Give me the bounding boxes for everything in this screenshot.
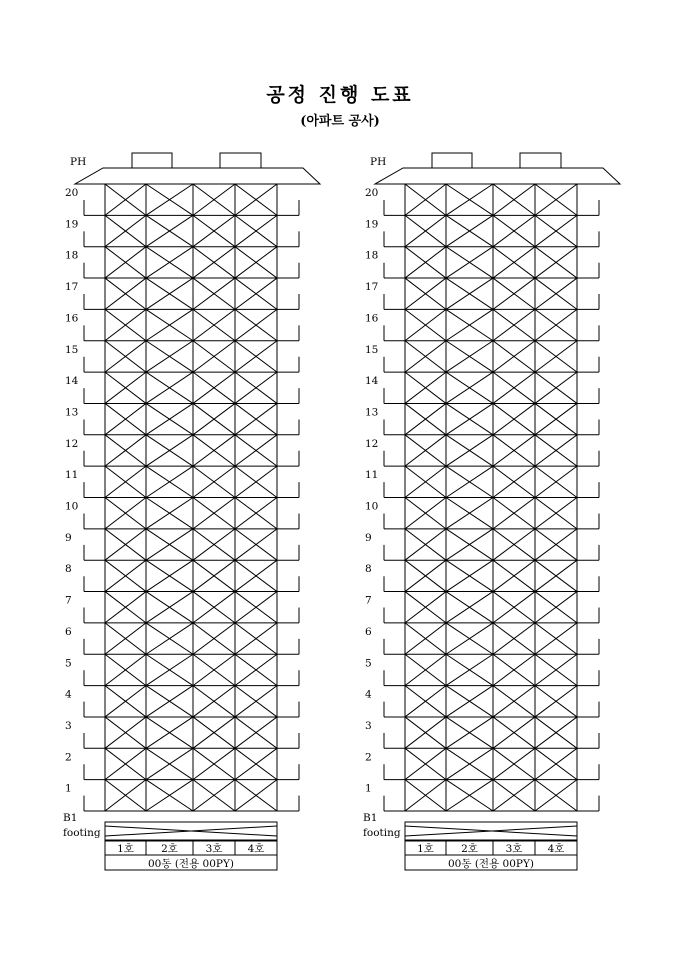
unit-label: 3호: [205, 843, 223, 855]
floor-label: 13: [365, 406, 379, 419]
floor-label: 16: [65, 312, 79, 325]
floor-label: 8: [365, 563, 372, 576]
floor-label: 9: [365, 531, 372, 544]
roof: [75, 168, 320, 184]
floor-label: 15: [65, 343, 79, 356]
floor-label: 1: [65, 782, 72, 795]
floor-label: 18: [365, 249, 379, 262]
unit-label: 1호: [117, 843, 134, 855]
floor-label: 11: [65, 469, 79, 482]
floor-label: 13: [65, 406, 79, 419]
floor-label: 20: [365, 187, 379, 199]
floor-label: 14: [65, 375, 79, 388]
roof: [375, 168, 620, 184]
penthouse-block: [520, 153, 561, 168]
unit-label: 2호: [461, 843, 478, 855]
penthouse-label: PH: [370, 156, 387, 168]
floor-label: 1: [365, 782, 372, 795]
penthouse-block: [220, 153, 261, 168]
floor-label: 20: [65, 187, 79, 199]
footing-label: footing: [363, 827, 401, 839]
floor-label: 3: [65, 719, 72, 732]
unit-label: 1호: [417, 843, 434, 855]
floor-label: 18: [65, 249, 79, 262]
building-caption: 00동 (전용 00PY): [447, 858, 535, 870]
floor-label: 9: [65, 531, 72, 544]
floor-label: 12: [65, 437, 79, 450]
floor-label: 3: [365, 719, 372, 732]
footing-label: footing: [63, 827, 101, 839]
basement-label: B1: [363, 812, 378, 824]
penthouse-block: [132, 153, 172, 168]
unit-label: 3호: [505, 843, 523, 855]
floor-label: 15: [365, 343, 379, 356]
building-caption: 00동 (전용 00PY): [147, 858, 235, 870]
floor-label: 4: [65, 688, 72, 701]
floor-label: 10: [65, 500, 79, 513]
floor-label: 16: [365, 312, 379, 325]
floor-label: 12: [365, 437, 379, 450]
floor-label: 5: [365, 657, 372, 670]
floor-label: 7: [65, 594, 72, 607]
floor-label: 14: [365, 375, 379, 388]
building-1: [63, 153, 320, 870]
floor-label: 8: [65, 563, 72, 576]
page-subtitle: (아파트 공사): [300, 114, 380, 129]
floor-label: 17: [65, 281, 79, 294]
floor-label: 4: [365, 688, 372, 701]
penthouse-label: PH: [70, 156, 87, 168]
basement-label: B1: [63, 812, 78, 824]
floor-label: 17: [365, 281, 379, 294]
floor-label: 10: [365, 500, 379, 513]
floor-label: 6: [365, 625, 372, 638]
floor-label: 7: [365, 594, 372, 607]
floor-label: 2: [65, 751, 72, 764]
floor-label: 5: [65, 657, 72, 670]
page-title: 공정 진행 도표: [266, 84, 414, 106]
unit-label: 2호: [161, 843, 178, 855]
floor-label: 2: [365, 751, 372, 764]
unit-label: 4호: [247, 843, 265, 855]
floor-label: 6: [65, 625, 72, 638]
floor-label: 19: [65, 218, 79, 231]
unit-label: 4호: [547, 843, 565, 855]
building-2: [363, 153, 620, 870]
floor-label: 11: [365, 469, 379, 482]
penthouse-block: [432, 153, 472, 168]
floor-label: 19: [365, 218, 379, 231]
